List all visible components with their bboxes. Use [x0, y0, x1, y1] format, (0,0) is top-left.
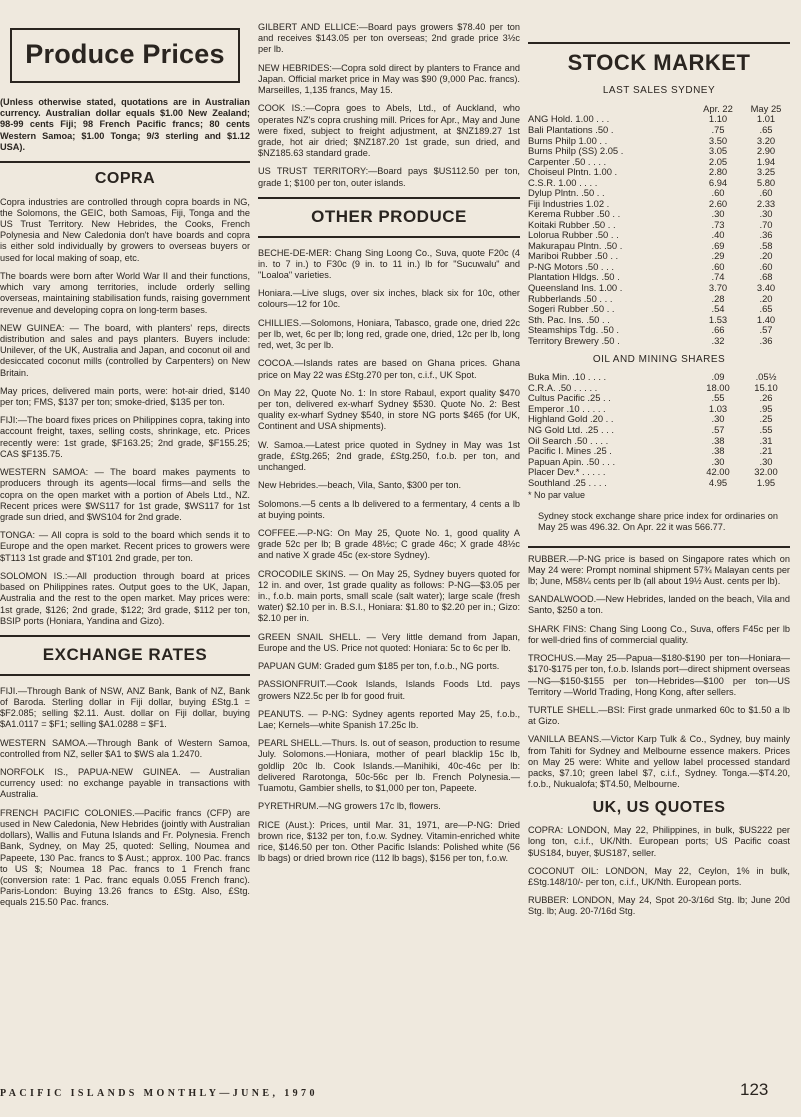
column-header: May 25: [750, 103, 782, 115]
paragraph: COCOA.—Islands rates are based on Ghana prices. Ghana price on May 22 was £Stg.270 per ton, c.i.f., UK Spot.: [258, 358, 520, 380]
price-cell: .70: [759, 218, 773, 230]
paragraph: New Hebrides.—beach, Vila, Santo, $300 per ton.: [258, 480, 462, 491]
stock-table: [528, 103, 790, 346]
price-cell: .36: [759, 229, 773, 241]
price-cell: .32: [711, 334, 725, 346]
paragraph: W. Samoa.—Latest price quoted in Sydney in May was 1st grade, £Stg.265; 2nd grade, £Stg.250, f.o.b. per ton, and unchanged.: [258, 439, 520, 473]
price-cell: .75: [711, 124, 725, 136]
price-cell: 2.33: [756, 197, 776, 209]
stock-table-body: [528, 114, 790, 346]
price-cell: 5.80: [756, 176, 776, 188]
share-name-cell: Highland Gold .20 . .: [528, 413, 614, 425]
paragraph: GREEN SNAIL SHELL. — Very little demand from Japan, Europe and the US. Price not quoted: Honiara: 5c to 6c per lb.: [258, 631, 520, 653]
price-cell: .31: [759, 434, 773, 446]
paragraph: Honiara.—Live slugs, over six inches, black six for 10c, other colours—12 for 10c.: [258, 288, 520, 310]
last-sales-subheading: LAST SALES SYDNEY: [602, 84, 716, 96]
share-name-cell: Placer Dev.* . . . . .: [528, 466, 606, 478]
price-cell: 4.95: [708, 476, 728, 488]
price-cell: .55: [711, 392, 725, 404]
price-cell: 42.00: [706, 466, 730, 478]
price-cell: .60: [759, 260, 773, 272]
page-title: Produce Prices: [10, 28, 240, 83]
share-name-cell: Choiseul Plntn. 1.00 .: [528, 166, 618, 178]
paragraph: PASSIONFRUIT.—Cook Islands, Islands Foods Ltd. pays growers NZ2.5c per lb for good fruit.: [258, 679, 520, 701]
share-name-cell: Dylup Plntn. .50 . .: [528, 187, 605, 199]
oil-table: [528, 372, 790, 488]
share-name-cell: Burns Philp (SS) 2.05 .: [528, 145, 624, 157]
paragraph: VANILLA BEANS.—Victor Karp Tulk & Co., Sydney, buy mainly from Tahiti for Sydney and Melbourne essence makers. Prices on May 25 were: White and yellow label processed standard packs, $7.10; green label $7, c.i.f., Sydney. Tonga.—$T4.20, f.o.b., Nukualofa; $T4.50, Melbourne.: [528, 734, 790, 790]
price-cell: .30: [711, 208, 725, 220]
price-cell: .54: [711, 303, 725, 315]
paragraph: US TRUST TERRITORY:—Board pays $US112.50 per ton, grade 1; $100 per ton, outer islands.: [258, 166, 520, 188]
copra-heading: COPRA: [94, 170, 156, 188]
paragraph: CHILLIES.—Solomons, Honiara, Tabasco, grade one, dried 22c per lb, wet, 6c per lb; long red, grade one, dried, 12c per lb, long red, wet, 3c per lb.: [258, 317, 520, 351]
share-name-cell: Territory Brewery .50 .: [528, 334, 620, 346]
uk-us-quotes-heading: UK, US QUOTES: [592, 798, 726, 816]
paragraph: PYRETHRUM.—NG growers 17c lb, flowers.: [258, 801, 441, 812]
price-cell: .57: [711, 424, 725, 436]
paragraph: May prices, delivered main ports, were: hot-air dried, $140 per ton; FMS, $137 per ton; smoke-dried, $135 per ton.: [0, 385, 250, 408]
price-cell: 2.60: [708, 197, 728, 209]
price-cell: .65: [759, 303, 773, 315]
price-cell: 15.10: [754, 381, 778, 393]
table-row: [528, 125, 790, 136]
share-name-cell: Mariboi Rubber .50 . .: [528, 250, 619, 262]
price-cell: 3.70: [708, 281, 728, 293]
price-cell: .60: [711, 260, 725, 272]
table-row: [528, 478, 790, 489]
share-name-cell: Emperor .10 . . . . .: [528, 402, 606, 414]
paragraph: RICE (Aust.): Prices, until Mar. 31, 1971, are—P-NG: Dried brown rice, $132 per ton, f.o.w. Sydney. Vitamin-enriched white rice, $146.50 per ton. Other Pacific Islands: Polished white (56 lb bags) or dried brown rice (112 lb bags), $156 per ton, f.o.w.: [258, 819, 520, 864]
price-cell: .25: [759, 413, 773, 425]
share-name-cell: Bali Plantations .50 .: [528, 124, 614, 136]
paragraph: On May 22, Quote No. 1: In store Rabaul, export quality $470 per ton, delivered ex-wharf Sydney $530. Quote No. 2: Best quality ex-wharf Sydney $540, in store NG ports $465 (for UK, Continent and USA shipments).: [258, 387, 520, 432]
price-cell: .20: [759, 250, 773, 262]
price-cell: .74: [711, 271, 725, 283]
paragraph: PEARL SHELL.—Thurs. Is. out of season, production to resume July. Solomons.—Honiara, mother of pearl blacklip 15c lb, goldlip 20c lb. Cook Islands.—Manihiki, 40c-46c per lb: delivered Rarotonga, 50c-56c per lb. French Polynesia.—Tuamotu, Gambier shells, to $1,000 per ton, Papeete.: [258, 738, 520, 794]
share-name-cell: Fiji Industries 1.02 .: [528, 197, 610, 209]
footer-masthead: PACIFIC ISLANDS MONTHLY—JUNE, 1970: [0, 1088, 318, 1099]
price-cell: .69: [711, 239, 725, 251]
other-produce-heading: OTHER PRODUCE: [258, 197, 520, 238]
price-cell: .58: [759, 239, 773, 251]
index-note: Sydney stock exchange share price index for ordinaries on May 25 was 496.32. On Apr. 22 it was 566.77.: [538, 511, 778, 533]
paragraph: NEW HEBRIDES:—Copra sold direct by planters to France and Japan. Official market price in May was $90 (9,000 Pac. francs). Marseilles, 1,135 francs, May 15.: [258, 62, 520, 96]
price-cell: 2.05: [708, 155, 728, 167]
paragraph: TONGA: — All copra is sold to the board which sends it to Europe and the open market. Recent prices to growers were $T113 1st grade and $T101 2nd grade, per ton.: [0, 530, 250, 563]
price-cell: 3.40: [756, 281, 776, 293]
price-cell: .30: [711, 413, 725, 425]
price-cell: 3.05: [708, 145, 728, 157]
share-name-cell: Carpenter .50 . . . .: [528, 155, 607, 167]
price-cell: 2.90: [756, 145, 776, 157]
column-header: Apr. 22: [703, 103, 733, 115]
share-name-cell: Makurapau Plntn. .50 .: [528, 239, 623, 251]
share-name-cell: Queensland Ins. 1.00 .: [528, 281, 623, 293]
column-middle: [258, 0, 520, 871]
price-cell: 1.40: [756, 313, 776, 325]
column-left: [0, 0, 250, 916]
paragraph: FIJI.—Through Bank of NSW, ANZ Bank, Bank of NZ, Bank of Baroda. Sterling dollar in Fiji dollar, buying £Stg.1 = $F2.085; selling $2.11. Aust. dollar on Fiji dollar, buying $A1.0117 = $F1; selling $A1.0288 = $F1.: [0, 685, 250, 730]
paragraph: FRENCH PACIFIC COLONIES.—Pacific francs (CFP) are used in New Caledonia, New Hebrides (jointly with Australian dollars), Wallis and Futuna Islands and Fr. Polynesia. French Bank, Sydney, on May 25, quoted: Selling, Noumea and Papeete, 130 Pac. francs to $ Aust.; approx. 100 Pac. francs to US $; Noumea 18 Pac. francs to 1 French franc (conversion rate: 1 Pac. franc equals 0.055 French franc). Paris-London: Buying 13.26 francs to £Stg. Also, £Stg. equals 215.50 Pac. francs.: [0, 807, 250, 908]
table-row: [528, 425, 790, 436]
table-row: [528, 283, 790, 294]
paragraph: RUBBER: LONDON, May 24, Spot 20-3/16d Stg. lb; June 20d Stg. lb; Aug. 20-7/16d Stg.: [528, 895, 790, 917]
divider: [528, 546, 790, 548]
paragraph: SOLOMON IS.:—All production through board at prices based on Philippines rates. Output goes to the UK, Japan, Australia and the rest to the open market. May prices were: 1st grade, $126; 2nd grade, $122; 3rd grade, $112 per ton, BSIP ports (Honiara, Yandina and Gizo).: [0, 570, 250, 626]
paragraph: FIJI:—The board fixes prices on Philippines copra, taking into account freight, taxes, selling costs, shrinkage, etc. Prices recently were: 1st grade, $F163.25; 2nd grade, $F155.25; CAS $F135.75.: [0, 415, 250, 459]
currency-note: (Unless otherwise stated, quotations are in Australian currency. Australian dollar equals $1.00 New Zealand; 98-99 cents Fiji; 98 French Pacific francs; 80 cents Western Samoa; $1.00 Tonga; 9/3 sterling and $1.12 USA).: [0, 96, 250, 152]
share-name-cell: NG Gold Ltd. .25 . . .: [528, 424, 614, 436]
table-row: [528, 304, 790, 315]
share-name-cell: Oil Search .50 . . . .: [528, 434, 609, 446]
price-cell: .28: [711, 292, 725, 304]
price-cell: .38: [711, 434, 725, 446]
price-cell: 6.94: [708, 176, 728, 188]
price-cell: 1.01: [756, 113, 776, 125]
paragraph: WESTERN SAMOA.—Through Bank of Western Samoa, controlled from NZ, seller $A1 to $WS ala 1.2470.: [0, 737, 250, 759]
price-cell: .60: [759, 187, 773, 199]
oil-mining-subheading: OIL AND MINING SHARES: [592, 354, 726, 366]
oil-table-body: [528, 372, 790, 488]
paragraph: Solomons.—5 cents a lb delivered to a fermentary, 4 cents a lb at buying points.: [258, 498, 520, 520]
price-cell: .21: [759, 445, 773, 457]
paragraph: COCONUT OIL: LONDON, May 22, Ceylon, 1% in bulk, £Stg.148/10/- per ton, c.i.f., UK/Nth. European ports.: [528, 865, 790, 887]
price-cell: 18.00: [706, 381, 730, 393]
price-cell: .36: [759, 334, 773, 346]
share-name-cell: Kerema Rubber .50 . .: [528, 208, 621, 220]
paragraph: PEANUTS. — P-NG: Sydney agents reported May 25, f.o.b., Lae; Kernels—white Spanish 17.25c lb.: [258, 708, 520, 731]
share-name-cell: Steamships Tdg. .50 .: [528, 324, 620, 336]
price-cell: .55: [759, 424, 773, 436]
paragraph: COOK IS.:—Copra goes to Abels, Ltd., of Auckland, who operates NZ's copra crushing mill. Prices for Apr., May and June were fixed, subject to freight adjustment, at $NZ189.27 1st grade, hot air dried; $NZ187.20 1st grade, sun dried, and $NZ185.63 standard grade.: [258, 103, 520, 159]
price-cell: 2.80: [708, 166, 728, 178]
share-name-cell: Lolorua Rubber .50 . .: [528, 229, 619, 241]
paragraph: SHARK FINS: Chang Sing Loong Co., Suva, offers F45c per lb for well-dried fins of commercial quality.: [528, 623, 790, 645]
price-cell: 1.94: [756, 155, 776, 167]
price-cell: .95: [759, 402, 773, 414]
price-cell: .09: [711, 371, 725, 383]
price-cell: .60: [711, 187, 725, 199]
price-cell: .30: [759, 208, 773, 220]
price-cell: 3.25: [756, 166, 776, 178]
paragraph: SANDALWOOD.—New Hebrides, landed on the beach, Vila and Santo, $250 a ton.: [528, 594, 790, 616]
price-cell: 1.53: [708, 313, 728, 325]
share-name-cell: Cultus Pacific .25 . .: [528, 392, 611, 404]
column-right: [528, 0, 790, 925]
paragraph: TROCHUS.—May 25—Papua—$180-$190 per ton—Honiara—$170-$175 per ton, f.o.b. Islands port—direct shipment overseas—NG—$150-$155 per ton—Hebrides—$100 per ton—US Territory —World Trading, Hong Kong, after sellers.: [528, 653, 790, 697]
share-name-cell: Sth. Pac. Ins. .50 . .: [528, 313, 610, 325]
paragraph: BECHE-DE-MER: Chang Sing Loong Co., Suva, quote F20c (4 in. to 7 in.) to F30c (9 in. to 11 in.) lb for "Sucuwalu" and "Loaloa" varieties.: [258, 247, 520, 281]
price-cell: 1.95: [756, 476, 776, 488]
price-cell: .57: [759, 324, 773, 336]
paragraph: NEW GUINEA: — The board, with planters' reps, directs distribution and sales and pays planters. Buyers include: Unilever, of the UK, Australia and Japan, and coconut oil and desiccated coconut mills (controlled by Carpenters) on New Britain.: [0, 322, 250, 378]
price-cell: .20: [759, 292, 773, 304]
share-name-cell: P-NG Motors .50 . . .: [528, 260, 614, 272]
paragraph: NORFOLK IS., PAPUA-NEW GUINEA. — Australian currency used: no exchange payable in transactions with Australia.: [0, 767, 250, 800]
stock-market-heading: STOCK MARKET: [528, 42, 790, 77]
divider: [0, 161, 250, 163]
price-cell: 1.10: [708, 113, 728, 125]
page-footer: [0, 1080, 801, 1108]
paragraph: PAPUAN GUM: Graded gum $185 per ton, f.o.b., NG ports.: [258, 661, 500, 672]
price-cell: .40: [711, 229, 725, 241]
price-cell: 3.50: [708, 134, 728, 146]
page-number: 123: [740, 1080, 769, 1099]
price-cell: .26: [759, 392, 773, 404]
price-cell: 32.00: [754, 466, 778, 478]
paragraph: RUBBER.—P-NG price is based on Singapore rates which on May 24 were: Prompt nominal shipment 57¾ Malayan cents per lb; June, M58¼ cents per lb (all about 19½ Aust. cents per lb).: [528, 553, 790, 587]
price-cell: .68: [759, 271, 773, 283]
price-cell: .66: [711, 324, 725, 336]
paragraph: COFFEE.—P-NG: On May 25, Quote No. 1, good quality A grade 52c per lb; B grade 48½c; C grade 46c; X grade 48½c and native X grade 45c (ex-store Sydney).: [258, 527, 520, 561]
paragraph: CROCODILE SKINS. — On May 25, Sydney buyers quoted for 12 in. and over, 1st grade quality as follows: P-NG—$3.05 per in., f.o.b. main ports, small scale (salt water); large scale (fresh water) $2.10 per in. B.S.I., Honiara: $1.80 to $2.20 per in.; Gizo: $2.10 per in.: [258, 568, 520, 624]
price-cell: 3.20: [756, 134, 776, 146]
table-row: [528, 336, 790, 347]
paragraph: GILBERT AND ELLICE:—Board pays growers $78.40 per ton and receives $143.05 per ton overseas; 2nd grade price 3½c per lb.: [258, 22, 520, 55]
paragraph: COPRA: LONDON, May 22, Philippines, in bulk, $US222 per long ton, c.i.f., UK/Nth. European ports; US Pacific coast $US184, buyer, $US187, seller.: [528, 825, 790, 858]
share-name-cell: C.S.R. 1.00 . . . .: [528, 176, 598, 188]
price-cell: .65: [759, 124, 773, 136]
price-cell: .30: [759, 455, 773, 467]
exchange-rates-heading: EXCHANGE RATES: [0, 635, 250, 676]
paragraph: The boards were born after World War II and their functions, which vary among territories, include orderly selling overseas, maintaining stabilisation funds, raising government revenue and developing copra on long-term bases.: [0, 270, 250, 315]
price-cell: .38: [711, 445, 725, 457]
share-name-cell: Papuan Apin. .50 . . .: [528, 455, 616, 467]
paragraph: WESTERN SAMOA: — The board makes payments to producers through its agents—local firms—and sells the copra on the open market with a portion of Abels Ltd., NZ. Recent prices were $WS117 for 1st grade, $WS117 for 1st grade sun dried, and $WS104 for 2nd grade.: [0, 467, 250, 523]
footnote: * No par value: [528, 490, 586, 501]
share-name-cell: Pacific I. Mines .25 .: [528, 445, 612, 457]
price-cell: 1.03: [708, 402, 728, 414]
share-name-cell: Buka Min. .10 . . . .: [528, 371, 607, 383]
share-name-cell: Sogeri Rubber .50 . .: [528, 303, 615, 315]
share-name-cell: Rubberlands .50 . . .: [528, 292, 613, 304]
price-cell: .05½: [755, 371, 777, 383]
share-name-cell: Southland .25 . . . .: [528, 476, 607, 488]
share-name-cell: Plantation Hldgs. .50 .: [528, 271, 620, 283]
paragraph: TURTLE SHELL.—BSI: First grade unmarked 60c to $1.50 a lb at Gizo.: [528, 705, 790, 727]
price-cell: .73: [711, 218, 725, 230]
share-name-cell: Koitaki Rubber .50 . .: [528, 218, 616, 230]
share-name-cell: ANG Hold. 1.00 . . .: [528, 113, 610, 125]
price-cell: .29: [711, 250, 725, 262]
share-name-cell: C.R.A. .50 . . . . .: [528, 381, 598, 393]
paragraph: Copra industries are controlled through copra boards in NG, the Solomons, the GEIC, both Samoas, Fiji, Tonga and the US Trust Territory. New Hebrides, the Cooks, French Polynesia and New Caledonia don't have boards and copra is either sold individually by growers to overseas buyers or used for local making of soap, etc.: [0, 196, 250, 263]
price-cell: .30: [711, 455, 725, 467]
share-name-cell: Burns Philp 1.00 . .: [528, 134, 608, 146]
